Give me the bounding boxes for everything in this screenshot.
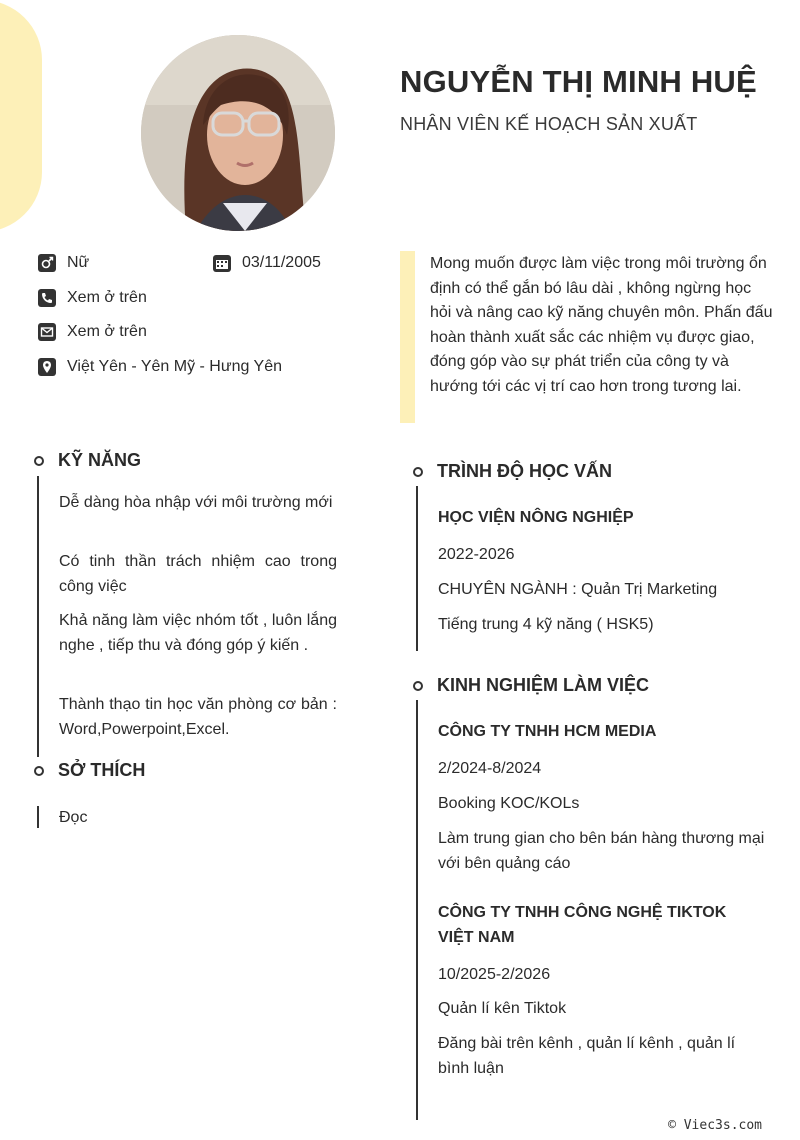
- info-email: [37, 322, 147, 342]
- calendar-icon: [212, 253, 232, 273]
- candidate-name: NGUYỄN THỊ MINH HUỆ: [400, 64, 757, 99]
- phone-value: Xem ở trên: [67, 289, 147, 306]
- skills-heading: [34, 450, 141, 471]
- job-description: Làm trung gian cho bên bán hàng thương mại với bên quảng cáo: [438, 830, 765, 872]
- location-pin-icon: [37, 357, 57, 377]
- skill-item: Dễ dàng hòa nhập với môi trường mới: [59, 494, 333, 511]
- avatar: [141, 35, 335, 231]
- job-period: 2/2024-8/2024: [438, 760, 542, 777]
- skills-title: KỸ NĂNG: [58, 450, 142, 470]
- section-bullet-icon: [413, 467, 423, 477]
- job-company: CÔNG TY TNHH CÔNG NGHỆ TIKTOK VIỆT NAM: [438, 904, 727, 946]
- experience-title: KINH NGHIỆM LÀM VIỆC: [437, 675, 650, 695]
- decorative-arc: [0, 0, 42, 232]
- education-extra: Tiếng trung 4 kỹ năng ( HSK5): [438, 616, 654, 633]
- info-gender: [37, 253, 89, 273]
- footer-watermark: © Viec3s.com: [668, 1118, 762, 1133]
- section-bullet-icon: [34, 456, 44, 466]
- hobbies-timeline-line: [37, 806, 39, 828]
- job-description: Đăng bài trên kênh , quản lí kênh , quản lí bình luận: [438, 1035, 736, 1077]
- phone-icon: [37, 288, 57, 308]
- education-title: TRÌNH ĐỘ HỌC VẤN: [437, 461, 612, 481]
- skill-item: Khả năng làm việc nhóm tốt , luôn lắng nghe , tiếp thu và đóng góp ý kiến .: [59, 612, 337, 654]
- avatar-photo-icon: [141, 35, 335, 231]
- education-period: 2022-2026: [438, 546, 515, 563]
- email-value: Xem ở trên: [67, 323, 147, 340]
- section-bullet-icon: [413, 681, 423, 691]
- skills-timeline-line: [37, 476, 39, 757]
- info-birthday: [212, 253, 321, 273]
- hobby-item: Đọc: [59, 809, 88, 826]
- birthday-value: 03/11/2005: [242, 254, 321, 271]
- career-objective: Mong muốn được làm việc trong môi trường ổn định có thể gắn bó lâu dài , không ngừng học hỏi và nâng cao kỹ năng chuyên môn. Phấn đấu hoàn thành xuất sắc các nhiệm vụ được giao, đóng góp vào sự phát triển của công ty và hướng tới các vị trí cao hơn trong tương lai.: [430, 255, 773, 395]
- education-heading: [413, 461, 612, 482]
- education-major: CHUYÊN NGÀNH : Quản Trị Marketing: [438, 581, 718, 598]
- job-role: Booking KOC/KOLs: [438, 795, 580, 812]
- education-timeline-line: [416, 486, 418, 651]
- skill-item: Có tinh thần trách nhiệm cao trong công việc: [59, 553, 337, 595]
- address-value: Việt Yên - Yên Mỹ - Hưng Yên: [67, 358, 282, 375]
- job-company: CÔNG TY TNHH HCM MEDIA: [438, 723, 657, 740]
- gender-value: Nữ: [67, 254, 90, 271]
- job-role: Quản lí kên Tiktok: [438, 1000, 567, 1017]
- experience-heading: [413, 675, 649, 696]
- objective-accent-bar: [400, 251, 415, 423]
- skill-item: Thành thạo tin học văn phòng cơ bản : Word,Powerpoint,Excel.: [59, 696, 337, 738]
- hobbies-heading: [34, 760, 145, 781]
- job-title: NHÂN VIÊN KẾ HOẠCH SẢN XUẤT: [400, 114, 698, 134]
- section-bullet-icon: [34, 766, 44, 776]
- info-phone: [37, 288, 147, 308]
- experience-timeline-line: [416, 700, 418, 1120]
- hobbies-title: SỞ THÍCH: [58, 760, 146, 780]
- school-name: HỌC VIỆN NÔNG NGHIỆP: [438, 509, 634, 526]
- info-address: [37, 357, 282, 377]
- job-period: 10/2025-2/2026: [438, 966, 551, 983]
- gender-icon: [37, 253, 57, 273]
- mail-icon: [37, 322, 57, 342]
